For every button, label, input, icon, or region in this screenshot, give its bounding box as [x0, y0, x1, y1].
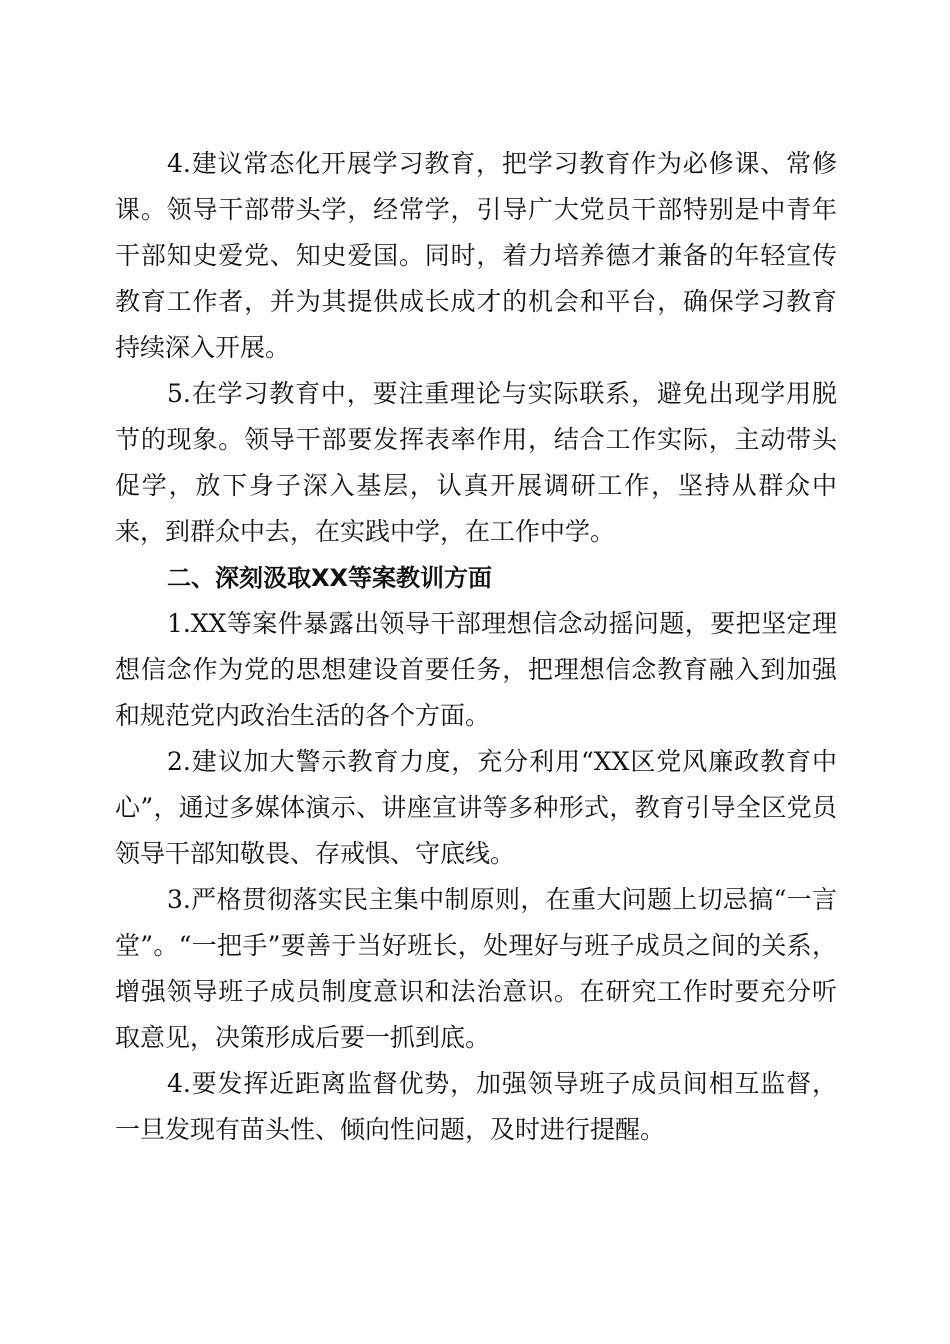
document-body [115, 141, 837, 1153]
paragraph-item-5: 5.在学习教育中，要注重理论与实际联系，避免出现学用脱节的现象。领导干部要发挥表率作用，结合工作实际，主动带头促学，放下身子深入基层，认真开展调研工作，坚持从群众中来，到群众中去，在实践中学，在工作中学。 [115, 379, 837, 546]
paragraph-item-2: 2.建议加大警示教育力度，充分利用“XX区党风廉政教育中心”，通过多媒体演示、讲座宣讲等多种形式，教育引导全区党员领导干部知敬畏、存戒惧、守底线。 [115, 747, 837, 868]
section-heading: 二、深刻汲取XX等案教训方面 [167, 564, 493, 592]
paragraph-item-4b: 4.要发挥近距离监督优势，加强领导班子成员间相互监督，一旦发现有苗头性、倾向性问题，及时进行提醒。 [115, 1069, 837, 1144]
paragraph-item-4: 4.建议常态化开展学习教育，把学习教育作为必修课、常修课。领导干部带头学，经常学，引导广大党员干部特别是中青年干部知史爱党、知史爱国。同时，着力培养德才兼备的年轻宣传教育工作者，并为其提供成长成才的机会和平台，确保学习教育持续深入开展。 [115, 149, 837, 362]
paragraph-item-3: 3.严格贯彻落实民主集中制原则，在重大问题上切忌搞“一言堂”。“一把手”要善于当好班长，处理好与班子成员之间的关系，增强领导班子成员制度意识和法治意识。在研究工作时要充分听取意见，决策形成后要一抓到底。 [115, 885, 837, 1052]
paragraph-item-1: 1.XX等案件暴露出领导干部理想信念动摇问题，要把坚定理想信念作为党的思想建设首要任务，把理想信念教育融入到加强和规范党内政治生活的各个方面。 [115, 609, 837, 730]
